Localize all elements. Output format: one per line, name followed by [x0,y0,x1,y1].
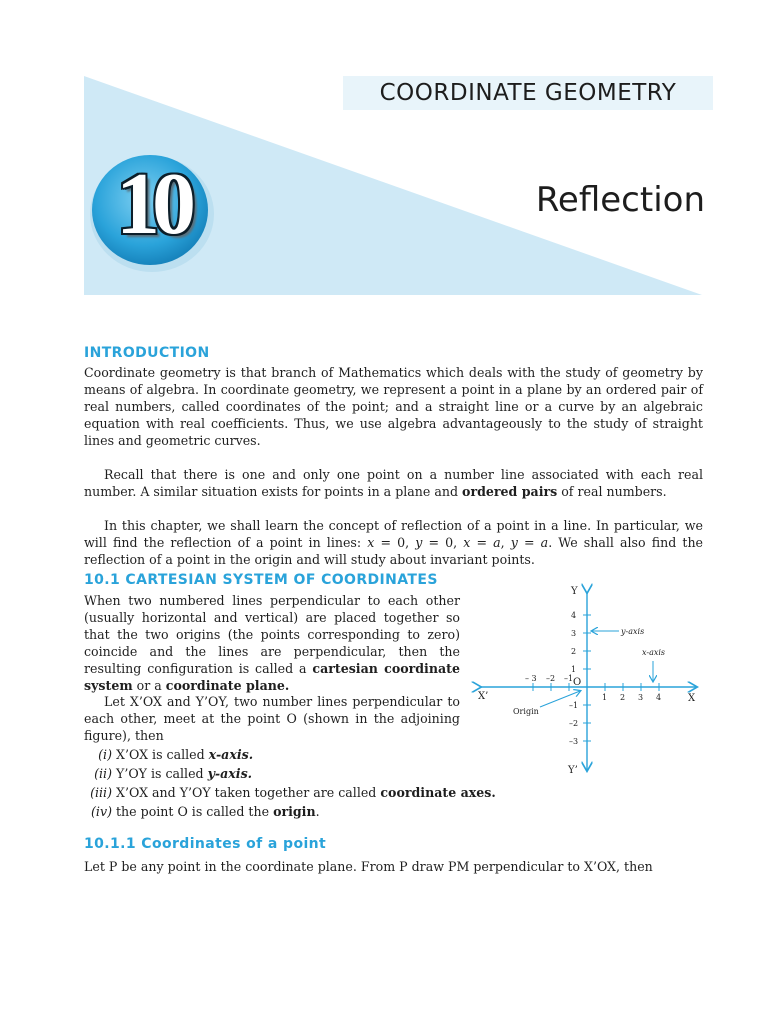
x-tick-label: 1 [602,693,608,702]
unit-title: COORDINATE GEOMETRY [343,76,713,110]
list-item: (iii) X’OX and Y’OY taken together are called coordinate axes. [90,785,496,800]
x-tick-label: 3 [638,693,644,702]
y-neg-label: Y’ [568,765,578,776]
y-tick-label: 2 [571,647,577,656]
section-10-1-1-paragraph: Let P be any point in the coordinate plane. From P draw PM perpendicular to X’OX, then [84,859,653,874]
y-tick-label: 3 [571,629,577,638]
list-item: (iv) the point O is called the origin. [91,804,320,819]
intro-paragraph-3: In this chapter, we shall learn the concept of reflection of a point in a line. In particular, we will find the reflection of a point in lines: x = 0, y = 0, x = a, y = a. We shall also find the reflection of a point in the origin and will study about invariant points. [84,518,704,567]
y-tick-label: –2 [569,719,579,728]
chapter-title: Reflection [535,180,705,220]
section-10-1-heading: 10.1 CARTESIAN SYSTEM OF COORDINATES [84,572,438,588]
x-axis-annotation: x-axis [642,648,666,657]
x-tick-label: –2 [546,674,556,683]
coordinate-axes-figure [468,580,708,780]
y-tick-label: 4 [571,611,577,620]
section-10-1-paragraph-1: When two numbered lines perpendicular to each other (usually horizontal and vertical) are placed together so that the two origins (the points corresponding to zero) coincide and the lines are perpendicular, then the resulting configuration is called a cartesian coordinate system or a coordinate plane. [84,593,460,693]
section-10-1-paragraph-2: Let X’OX and Y’OY, two number lines perpendicular to each other, meet at the point O (shown in the adjoining figure), then [84,694,460,743]
y-tick-label: –1 [569,701,579,710]
list-item: (i) X’OX is called x-axis. [98,747,254,762]
x-tick-label: 4 [656,693,662,702]
intro-paragraph-2: Recall that there is one and only one point on a number line associated with each real number. A similar situation exists for points in a plane and ordered pairs of real numbers. [84,467,703,499]
y-tick-label: 1 [571,665,577,674]
list-item: (ii) Y’OY is called y-axis. [94,766,253,781]
y-axis-annotation: y-axis [621,627,645,636]
origin-o-label: O [573,677,582,688]
origin-annotation: Origin [513,707,539,716]
x-tick-label: –1 [564,674,574,683]
x-neg-label: X’ [478,691,489,702]
y-label: Y [571,586,578,597]
x-label: X [688,693,696,704]
intro-paragraph-1: Coordinate geometry is that branch of Mathematics which deals with the study of geometry by means of algebra. In coordinate geometry, we represent a point in a plane by an ordered pair of real numbers, called coordinates of the point; and a straight line or a curve by an algebraic equation with real coefficients. Thus, we use algebra advantageously to the study of straight lines and geometric curves. [84,365,703,448]
x-tick-label: 2 [620,693,626,702]
y-tick-label: –3 [569,737,579,746]
x-tick-label: – 3 [525,674,537,683]
section-10-1-1-heading: 10.1.1 Coordinates of a point [84,836,327,852]
chapter-number: 10 [116,156,188,253]
introduction-heading: INTRODUCTION [84,345,210,361]
